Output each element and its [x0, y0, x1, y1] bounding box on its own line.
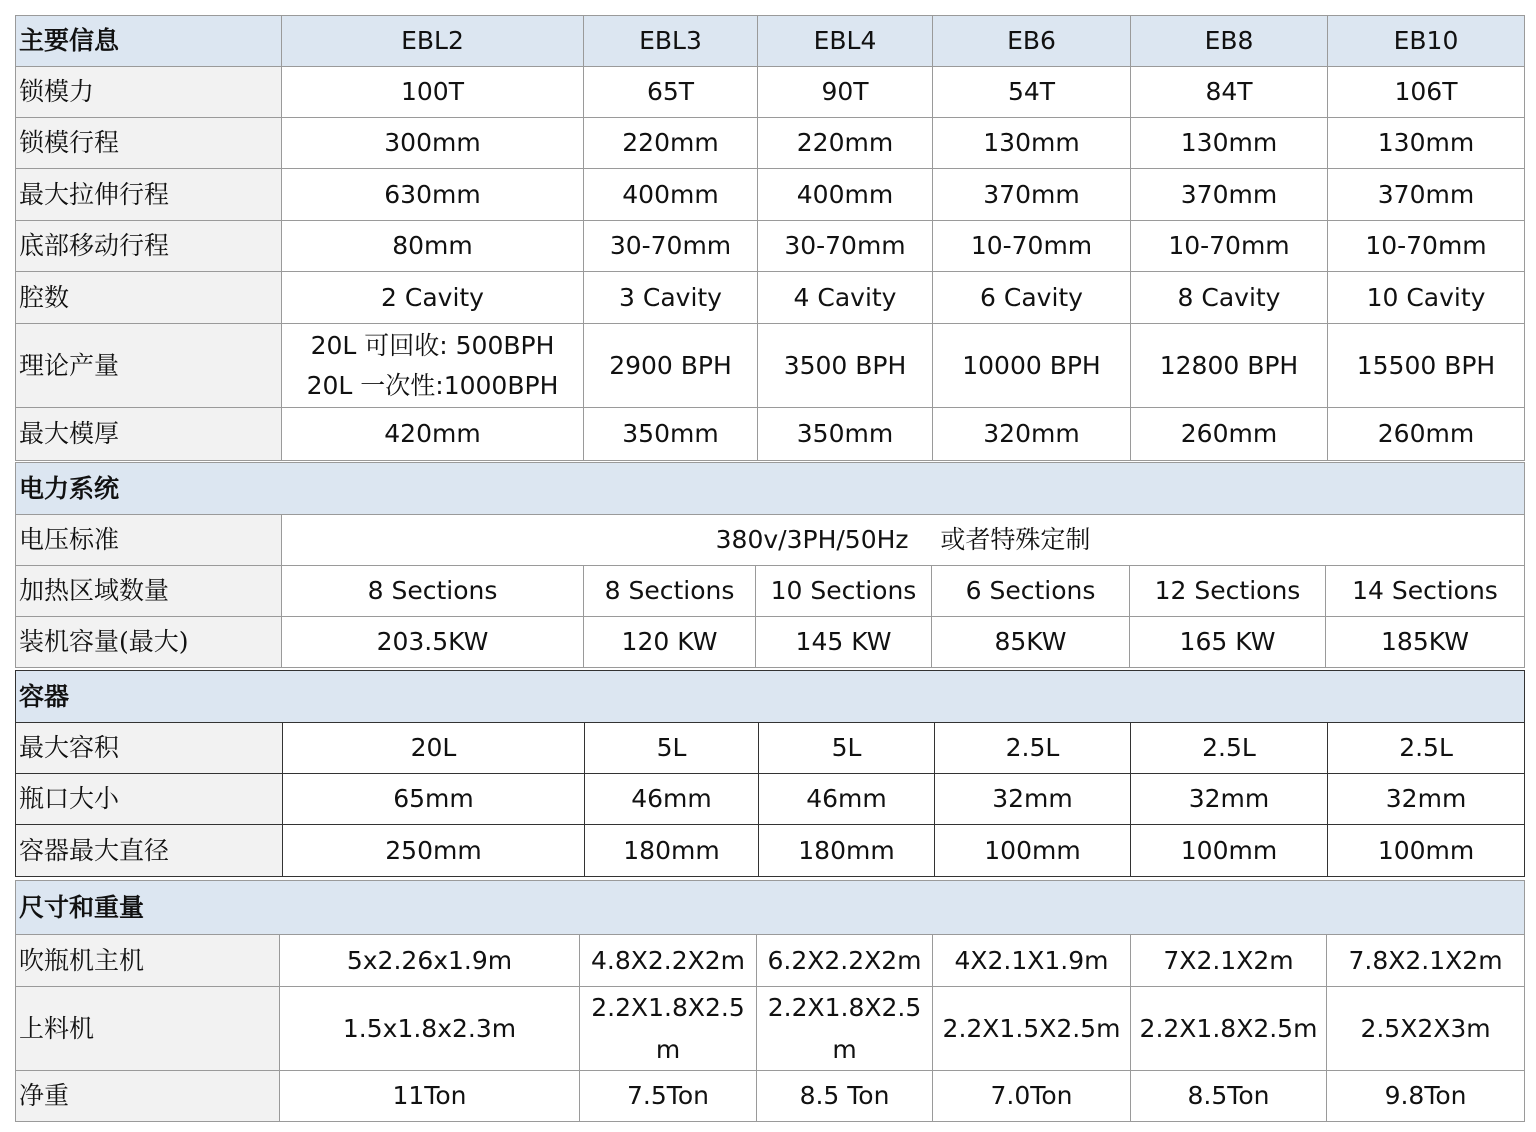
table-cell: 30-70mm — [758, 221, 933, 272]
output-line-disposable: 20L 一次性:1000BPH — [306, 370, 559, 400]
table-cell: 10-70mm — [1131, 221, 1328, 272]
model-ebl3: EBL3 — [584, 16, 758, 67]
container-table — [15, 670, 1525, 877]
table-cell: 630mm — [282, 169, 584, 221]
table-cell: 32mm — [1131, 774, 1328, 825]
table-cell: 2.5X2X3m — [1327, 987, 1525, 1071]
table-cell: 46mm — [585, 774, 759, 825]
table-cell: 2.5L — [1131, 723, 1328, 774]
row-label: 理论产量 — [16, 324, 282, 408]
table-cell: 10-70mm — [1328, 221, 1525, 272]
row-label: 最大拉伸行程 — [16, 169, 282, 221]
table-cell: 130mm — [1328, 118, 1525, 169]
table-cell: 90T — [758, 67, 933, 118]
table-row — [16, 825, 1525, 877]
table-cell: 7.0Ton — [933, 1071, 1131, 1122]
table-cell: 85KW — [932, 617, 1130, 668]
table-cell: 100mm — [1328, 825, 1525, 877]
table-cell: 2.2X1.5X2.5m — [933, 987, 1131, 1071]
table-cell: 4X2.1X1.9m — [933, 935, 1131, 987]
table-cell: 145 KW — [756, 617, 932, 668]
row-label: 最大模厚 — [16, 408, 282, 461]
table-cell: 32mm — [935, 774, 1131, 825]
table-row — [16, 272, 1525, 324]
table-cell: 120 KW — [584, 617, 756, 668]
table-cell: 165 KW — [1130, 617, 1326, 668]
table-cell: 4 Cavity — [758, 272, 933, 324]
model-eb6: EB6 — [933, 16, 1131, 67]
table-row — [16, 774, 1525, 825]
table-cell: 400mm — [758, 169, 933, 221]
table-cell: 350mm — [758, 408, 933, 461]
table-cell: 20L — [283, 723, 585, 774]
table-cell: 5L — [585, 723, 759, 774]
model-ebl4: EBL4 — [758, 16, 933, 67]
table-cell: 180mm — [585, 825, 759, 877]
table-cell: 15500 BPH — [1328, 324, 1525, 408]
table-cell: 10000 BPH — [933, 324, 1131, 408]
table-cell: 8.5Ton — [1131, 1071, 1327, 1122]
dimensions-weight-table — [15, 880, 1525, 1122]
table-cell: 185KW — [1326, 617, 1525, 668]
table-row — [16, 617, 1525, 668]
row-label: 锁模力 — [16, 67, 282, 118]
table-cell: 6.2X2.2X2m — [757, 935, 933, 987]
table-cell: 10 Cavity — [1328, 272, 1525, 324]
table-cell: 180mm — [759, 825, 935, 877]
table-cell: 54T — [933, 67, 1131, 118]
table-cell: 100mm — [935, 825, 1131, 877]
table-cell: 65T — [584, 67, 758, 118]
table-cell: 30-70mm — [584, 221, 758, 272]
section-header-row — [16, 671, 1525, 723]
row-label: 锁模行程 — [16, 118, 282, 169]
table-cell: 350mm — [584, 408, 758, 461]
row-label: 最大容积 — [16, 723, 283, 774]
row-label: 加热区域数量 — [16, 566, 282, 617]
table-cell: 2.5L — [1328, 723, 1525, 774]
row-label: 容器最大直径 — [16, 825, 283, 877]
table-cell: 5L — [759, 723, 935, 774]
table-row — [16, 324, 1525, 408]
table-cell: 84T — [1131, 67, 1328, 118]
table-cell: 400mm — [584, 169, 758, 221]
header-row — [16, 16, 1525, 67]
table-cell: 32mm — [1328, 774, 1525, 825]
power-section-title: 电力系统 — [16, 463, 1525, 515]
table-cell: 12 Sections — [1130, 566, 1326, 617]
table-cell: 65mm — [283, 774, 585, 825]
container-section-title: 容器 — [16, 671, 1525, 723]
main-info-table — [15, 15, 1525, 461]
table-cell: 2.2X1.8X2.5m — [1131, 987, 1327, 1071]
model-ebl2: EBL2 — [282, 16, 584, 67]
table-cell: 7.5Ton — [580, 1071, 757, 1122]
table-cell: 2.2X1.8X2.5 m — [757, 987, 933, 1071]
table-cell: 130mm — [933, 118, 1131, 169]
table-row — [16, 515, 1525, 566]
table-row — [16, 118, 1525, 169]
table-cell: 8 Sections — [584, 566, 756, 617]
table-cell: 260mm — [1328, 408, 1525, 461]
section-header-row — [16, 463, 1525, 515]
table-cell: 320mm — [933, 408, 1131, 461]
table-row — [16, 221, 1525, 272]
table-cell: 220mm — [584, 118, 758, 169]
row-label: 上料机 — [16, 987, 280, 1071]
table-cell: 46mm — [759, 774, 935, 825]
table-cell: 370mm — [1328, 169, 1525, 221]
table-cell: 100T — [282, 67, 584, 118]
table-row — [16, 987, 1525, 1071]
table-cell: 260mm — [1131, 408, 1328, 461]
section-header-row — [16, 881, 1525, 935]
row-label: 吹瓶机主机 — [16, 935, 280, 987]
table-cell: 6 Cavity — [933, 272, 1131, 324]
table-cell: 6 Sections — [932, 566, 1130, 617]
table-cell: 130mm — [1131, 118, 1328, 169]
table-cell — [282, 324, 584, 408]
table-row — [16, 935, 1525, 987]
table-row — [16, 723, 1525, 774]
row-label: 腔数 — [16, 272, 282, 324]
row-label: 电压标准 — [16, 515, 282, 566]
table-row — [16, 408, 1525, 461]
model-eb8: EB8 — [1131, 16, 1328, 67]
table-cell: 9.8Ton — [1327, 1071, 1525, 1122]
row-label: 净重 — [16, 1071, 280, 1122]
output-line-recyclable: 20L 可回收: 500BPH — [310, 330, 555, 360]
table-cell: 4.8X2.2X2m — [580, 935, 757, 987]
table-row — [16, 1071, 1525, 1122]
table-row — [16, 169, 1525, 221]
table-cell: 2.5L — [935, 723, 1131, 774]
table-cell: 7X2.1X2m — [1131, 935, 1327, 987]
table-cell: 3 Cavity — [584, 272, 758, 324]
table-cell: 5x2.26x1.9m — [280, 935, 580, 987]
table-cell: 10-70mm — [933, 221, 1131, 272]
table-cell: 250mm — [283, 825, 585, 877]
table-cell: 3500 BPH — [758, 324, 933, 408]
table-cell: 100mm — [1131, 825, 1328, 877]
table-cell: 370mm — [1131, 169, 1328, 221]
table-cell: 8.5 Ton — [757, 1071, 933, 1122]
power-system-table — [15, 462, 1525, 668]
table-cell: 12800 BPH — [1131, 324, 1328, 408]
table-cell: 8 Cavity — [1131, 272, 1328, 324]
row-label: 底部移动行程 — [16, 221, 282, 272]
table-cell: 203.5KW — [282, 617, 584, 668]
table-cell: 106T — [1328, 67, 1525, 118]
row-label: 装机容量(最大) — [16, 617, 282, 668]
table-cell: 220mm — [758, 118, 933, 169]
table-cell: 300mm — [282, 118, 584, 169]
table-cell: 14 Sections — [1326, 566, 1525, 617]
table-cell: 370mm — [933, 169, 1131, 221]
row-label: 瓶口大小 — [16, 774, 283, 825]
table-cell: 80mm — [282, 221, 584, 272]
table-cell: 11Ton — [280, 1071, 580, 1122]
table-row — [16, 566, 1525, 617]
dimensions-section-title: 尺寸和重量 — [16, 881, 1525, 935]
table-row — [16, 67, 1525, 118]
table-cell: 2900 BPH — [584, 324, 758, 408]
table-cell: 1.5x1.8x2.3m — [280, 987, 580, 1071]
table-cell: 8 Sections — [282, 566, 584, 617]
main-info-header: 主要信息 — [16, 16, 282, 67]
model-eb10: EB10 — [1328, 16, 1525, 67]
table-cell: 2 Cavity — [282, 272, 584, 324]
table-cell: 7.8X2.1X2m — [1327, 935, 1525, 987]
table-cell: 10 Sections — [756, 566, 932, 617]
table-cell: 2.2X1.8X2.5 m — [580, 987, 757, 1071]
table-cell: 420mm — [282, 408, 584, 461]
voltage-value: 380v/3PH/50Hz 或者特殊定制 — [282, 515, 1525, 566]
